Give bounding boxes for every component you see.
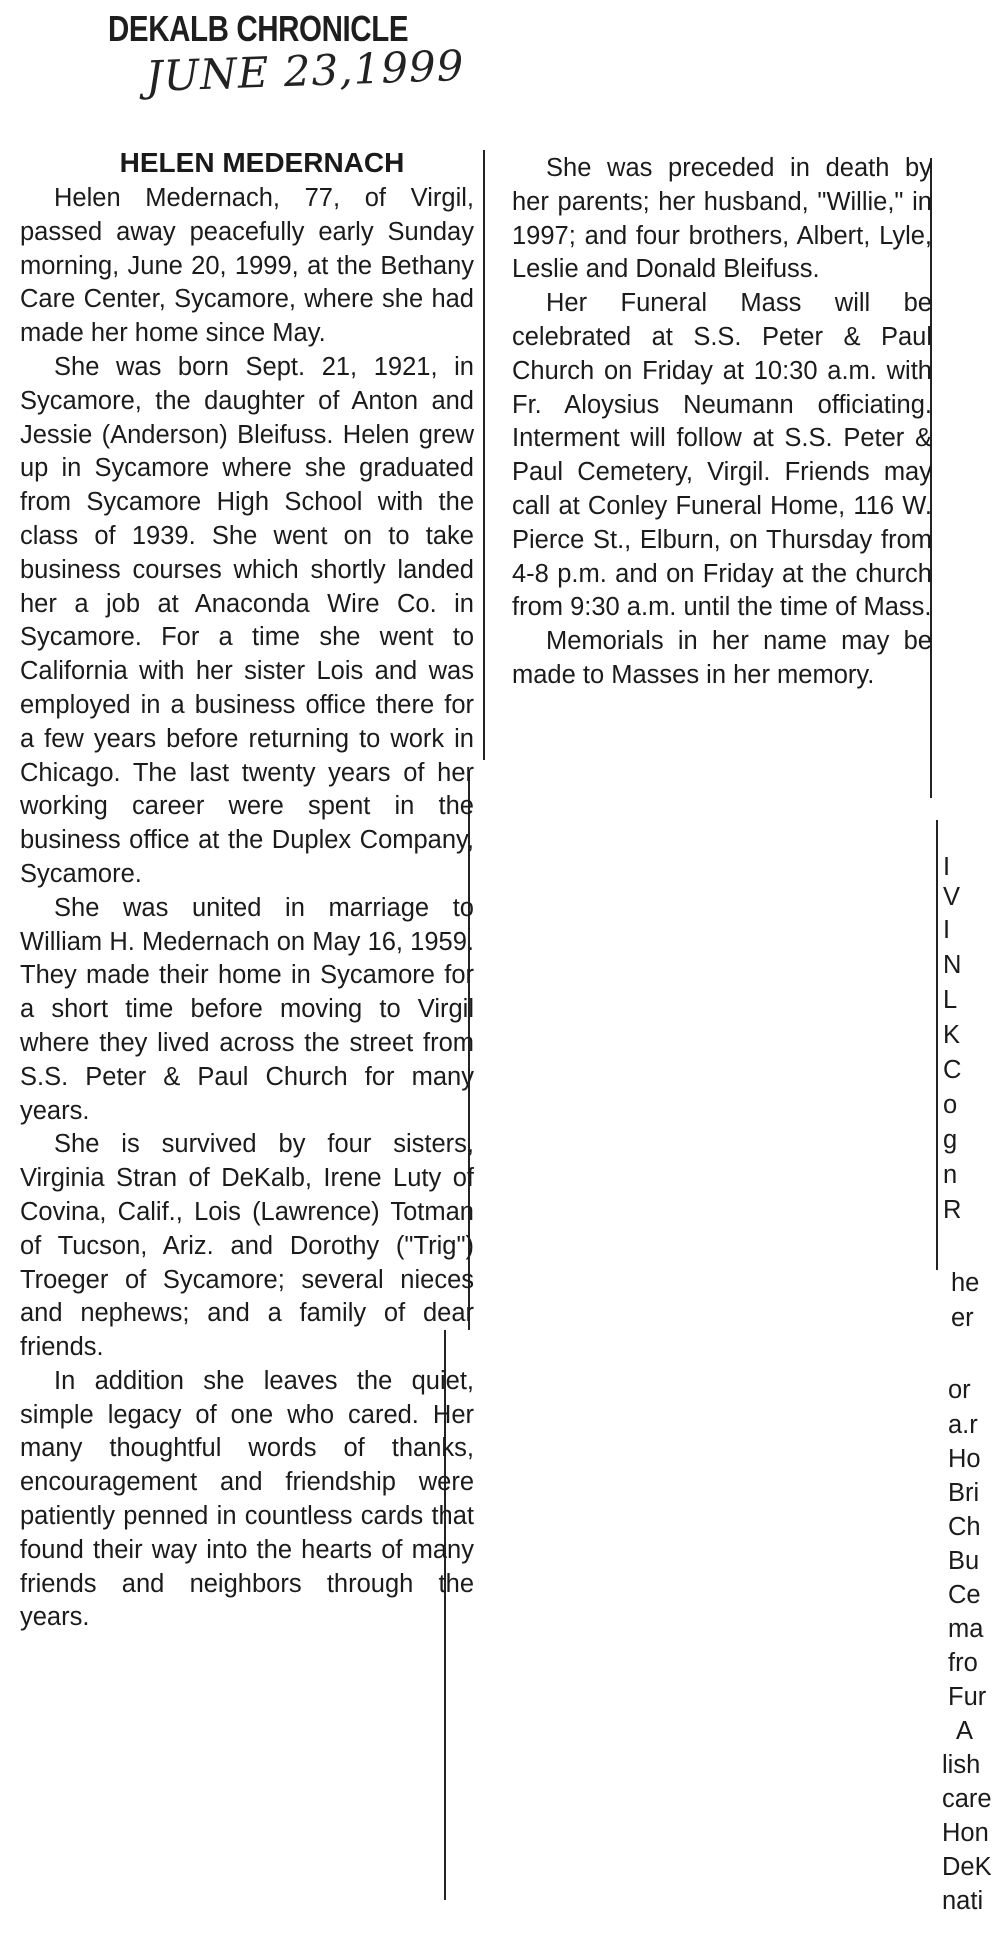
fragment-text: C [943,1056,962,1084]
fragment-text: lish [942,1751,981,1779]
obituary-paragraph: Helen Medernach, 77, of Virgil, passed away peacefully early Sunday morning, June 20, 1999, at the Bethany Care Center, Sycamore, where she had made her home since May. [20,184,474,348]
obituary-paragraph: She was united in marriage to William H. Medernach on May 16, 1959. They made their home in Sycamore for a short time before moving to Virgil where they lived across the street from S.S. Peter & Paul Church for many years. [20,893,474,1125]
fragment-text: Bu [948,1547,980,1575]
obituary-paragraph: She is survived by four sisters, Virginia Stran of DeKalb, Irene Luty of Covina, Calif., Lois (Lawrence) Totman of Tucson, Ariz. and Dorothy ("Trig") Troeger of Sycamore; several nieces and nephews; and a family of dear friends. [20,1130,474,1362]
fragment-text: Fur [948,1683,987,1711]
obituary-column-1 [20,146,474,1635]
obituary-paragraph: In addition she leaves the quiet, simple legacy of one who cared. Her many thoughtful words of thanks, encouragement and friendship were patiently penned in countless cards that found their way into the hearts of many friends and neighbors through the years. [20,1366,474,1632]
fragment-text: R [943,1196,962,1224]
obituary-paragraph: Her Funeral Mass will be celebrated at S.S. Peter & Paul Church on Friday at 10:30 a.m. with Fr. Aloysius Neumann officiating. Interment will follow at S.S. Peter & Paul Cemetery, Virgil. Friends may call at Conley Funeral Home, 116 W. Pierce St., Elburn, on Thursday from 4-8 p.m. and on Friday at the church from 9:30 a.m. until the time of Mass. [512,289,932,622]
fragment-text: DeK [942,1853,992,1881]
fragment-text: V [943,883,961,911]
fragment-text: nati [942,1887,984,1915]
fragment-text: K [943,1021,961,1049]
fragment-text: A [956,1717,974,1745]
fragment-text: g [943,1126,958,1154]
fragment-text: n [943,1161,958,1189]
obituary-paragraph: She was born Sept. 21, 1921, in Sycamore, the daughter of Anton and Jessie (Anderson) Bleifuss. Helen grew up in Sycamore where she graduated from Sycamore High School with the class of 1939. She went on to take business courses which shortly landed her a job at Anaconda Wire Co. in Sycamore. For a time she went to California with her sister Lois and was employed in a business office there for a few years before returning to work in Chicago. The last twenty years of her working career were spent in the business office at the Duplex Company, Sycamore. [20,352,474,888]
fragment-text: Ho [948,1445,981,1473]
adjacent-column-fragment [940,0,992,1953]
fragment-text: a.r [948,1411,978,1439]
handwritten-date: JUNE 23,1999 [145,40,466,101]
obituary-heading: HELEN MEDERNACH [119,147,405,178]
fragment-text: o [943,1091,958,1119]
fragment-text: Hon [942,1819,989,1847]
fragment-text: Ce [948,1581,981,1609]
fragment-text: ma [948,1615,984,1643]
obituary-column-2 [512,152,932,693]
fragment-text: I [943,916,951,944]
masthead: DEKALB CHRONICLE [108,8,409,49]
fragment-text: Ch [948,1513,981,1541]
column-rule [936,820,938,1270]
fragment-text: L [943,986,958,1014]
fragment-text: I [943,853,951,881]
obituary-paragraph: She was preceded in death by her parents; her husband, "Willie," in 1997; and four brothers, Albert, Lyle, Leslie and Donald Bleifuss. [512,154,932,284]
column-rule [483,150,485,760]
obituary-paragraph: Memorials in her name may be made to Masses in her memory. [512,627,932,689]
fragment-text: fro [948,1649,978,1677]
fragment-text: care [942,1785,992,1813]
fragment-text: Bri [948,1479,980,1507]
fragment-text: er [951,1304,974,1332]
fragment-text: N [943,951,962,979]
fragment-text: or [948,1376,971,1404]
fragment-text: he [951,1269,980,1297]
